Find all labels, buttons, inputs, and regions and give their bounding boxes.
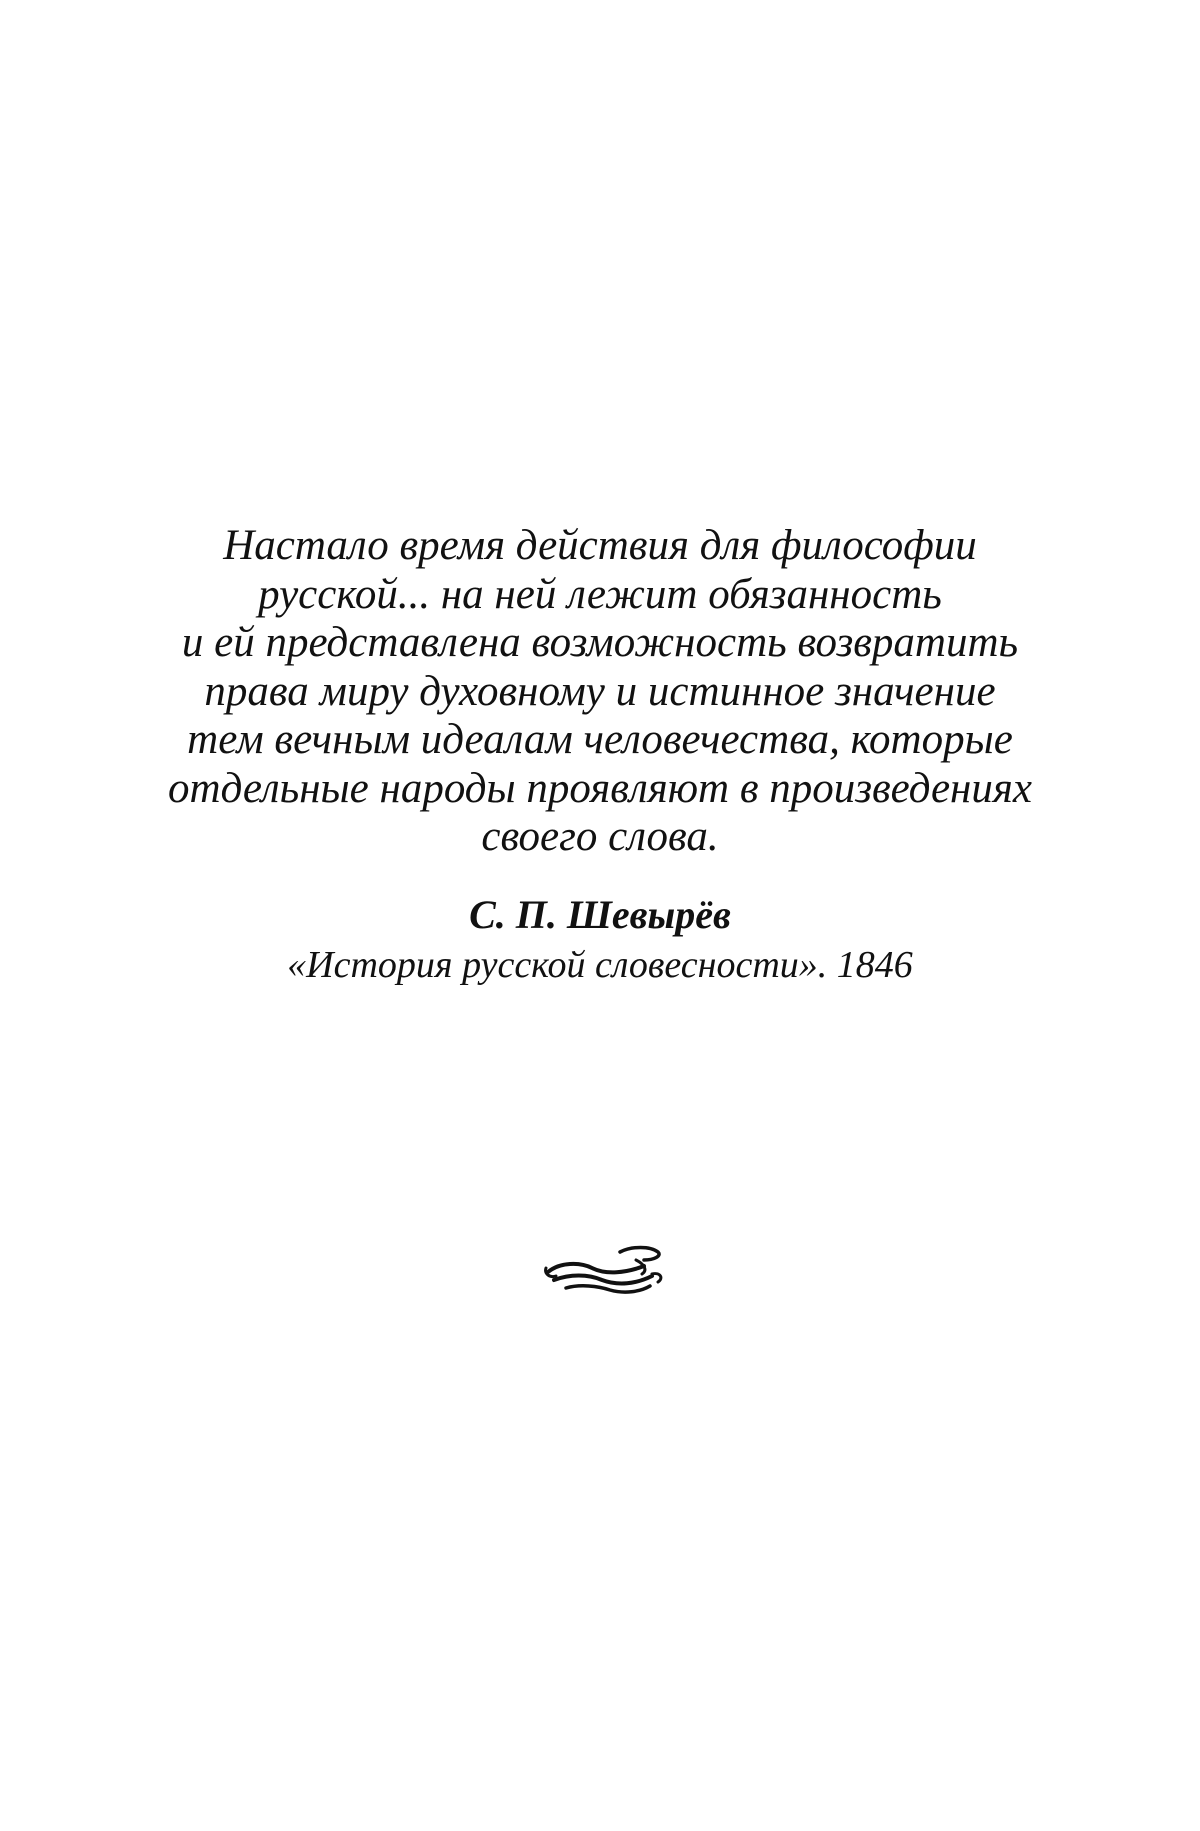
flourish-ornament-icon xyxy=(540,1240,670,1300)
quote-line: Настало время действия для философии xyxy=(223,522,977,569)
quote-line: и ей представлена возможность возвратить xyxy=(181,619,1019,666)
quote-line: своего слова. xyxy=(481,813,719,860)
epigraph-author: С. П. Шевырёв xyxy=(469,891,731,937)
quote-line: тем вечным идеалам человечества, которые xyxy=(187,716,1013,763)
epigraph xyxy=(0,522,1200,990)
quote-line: права миру духовному и истинное значение xyxy=(204,667,996,715)
epigraph-quote xyxy=(0,522,1200,862)
epigraph-source: «История русской словесности». 1846 xyxy=(287,943,913,986)
quote-line: отдельные народы проявляют в произведениях xyxy=(168,764,1032,812)
epigraph-attribution xyxy=(0,890,1200,990)
quote-line: русской... на ней лежит обязанность xyxy=(258,570,942,618)
